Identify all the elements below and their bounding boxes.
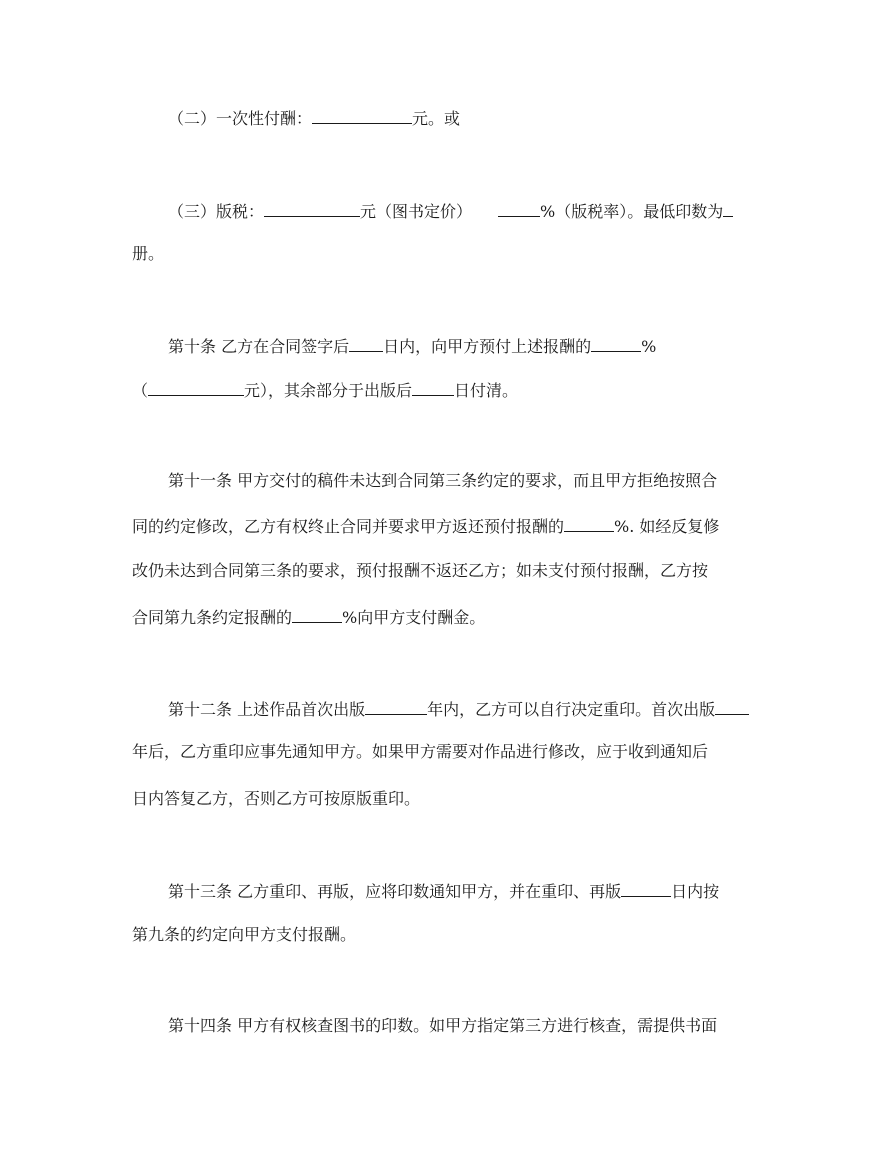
- article-11-text-2b: %. 如经反复修: [614, 517, 720, 536]
- article-13-line-1: [168, 880, 719, 902]
- amount-blank: [312, 107, 412, 124]
- article-10-text-c: %: [641, 337, 657, 356]
- article-12-line-1: [168, 698, 749, 720]
- rate-blank: [498, 200, 540, 217]
- article-10-text-d: （: [132, 381, 149, 400]
- item-two-prefix: （二）一次性付酬：: [168, 109, 313, 128]
- percent-blank: [591, 335, 641, 352]
- article-11-line-2: [132, 515, 719, 537]
- article-11-line-1: [168, 471, 717, 491]
- item-two-line: [168, 107, 460, 129]
- pay-percent-blank: [292, 606, 342, 623]
- article-11-text-2a: 同的约定修改，乙方有权终止合同并要求甲方返还预付报酬的: [132, 517, 565, 536]
- article-13-line-2: [132, 925, 356, 945]
- price-blank: [264, 200, 360, 217]
- min-print-blank: [723, 200, 733, 217]
- refund-percent-blank: [564, 515, 614, 532]
- item-three-mid2: %（版税率）。最低印数为: [540, 202, 724, 221]
- article-13-text-1b: 日内按: [671, 882, 720, 901]
- article-10-text-e: 元），其余部分于出版后: [244, 381, 413, 400]
- article-12-text-3: 日内答复乙方，否则乙方可按原版重印。: [132, 789, 421, 808]
- article-14-text-1: 第十四条 甲方有权核查图书的印数。如甲方指定第三方进行核查，需提供书面: [168, 1016, 718, 1035]
- article-12-text-1b: 年内，乙方可以自行决定重印。首次出版: [427, 700, 716, 719]
- item-three-prefix: （三）版税：: [168, 202, 265, 221]
- item-three-line-2: [132, 244, 164, 264]
- item-three-mid1: 元（图书定价）: [360, 202, 473, 221]
- item-three-line-1: [168, 200, 733, 222]
- article-10-text-a: 第十条 乙方在合同签字后: [168, 337, 350, 356]
- article-12-line-3: [132, 789, 420, 809]
- article-10-line-1: [168, 335, 656, 357]
- article-12-line-2: [132, 742, 708, 762]
- article-11-line-3: [132, 561, 708, 581]
- article-11-text-4b: %向甲方支付酬金。: [342, 608, 486, 627]
- article-14-line-1: [168, 1016, 717, 1036]
- article-11-line-4: [132, 606, 485, 628]
- item-two-suffix: 元。或: [412, 109, 461, 128]
- days-blank: [349, 335, 383, 352]
- amount-blank-2: [148, 379, 244, 396]
- article-11-text-3: 改仍未达到合同第三条的要求，预付报酬不返还乙方；如未支付预付报酬，乙方按: [132, 561, 709, 580]
- years-blank: [365, 698, 427, 715]
- years-blank-2: [715, 698, 749, 715]
- article-13-text-2: 第九条的约定向甲方支付报酬。: [132, 925, 357, 944]
- article-10-text-f: 日付清。: [454, 381, 519, 400]
- article-10-line-2: [132, 379, 518, 401]
- reprint-days-blank: [621, 880, 671, 897]
- days-blank-2: [412, 379, 454, 396]
- article-11-text-1: 第十一条 甲方交付的稿件未达到合同第三条约定的要求，而且甲方拒绝按照合: [168, 471, 718, 490]
- article-11-text-4a: 合同第九条约定报酬的: [132, 608, 293, 627]
- article-10-text-b: 日内，向甲方预付上述报酬的: [383, 337, 592, 356]
- article-13-text-1a: 第十三条 乙方重印、再版，应将印数通知甲方，并在重印、再版: [168, 882, 622, 901]
- article-12-text-1a: 第十二条 上述作品首次出版: [168, 700, 366, 719]
- item-three-line2: 册。: [132, 244, 165, 263]
- article-12-text-2: 年后，乙方重印应事先通知甲方。如果甲方需要对作品进行修改，应于收到通知后: [132, 742, 709, 761]
